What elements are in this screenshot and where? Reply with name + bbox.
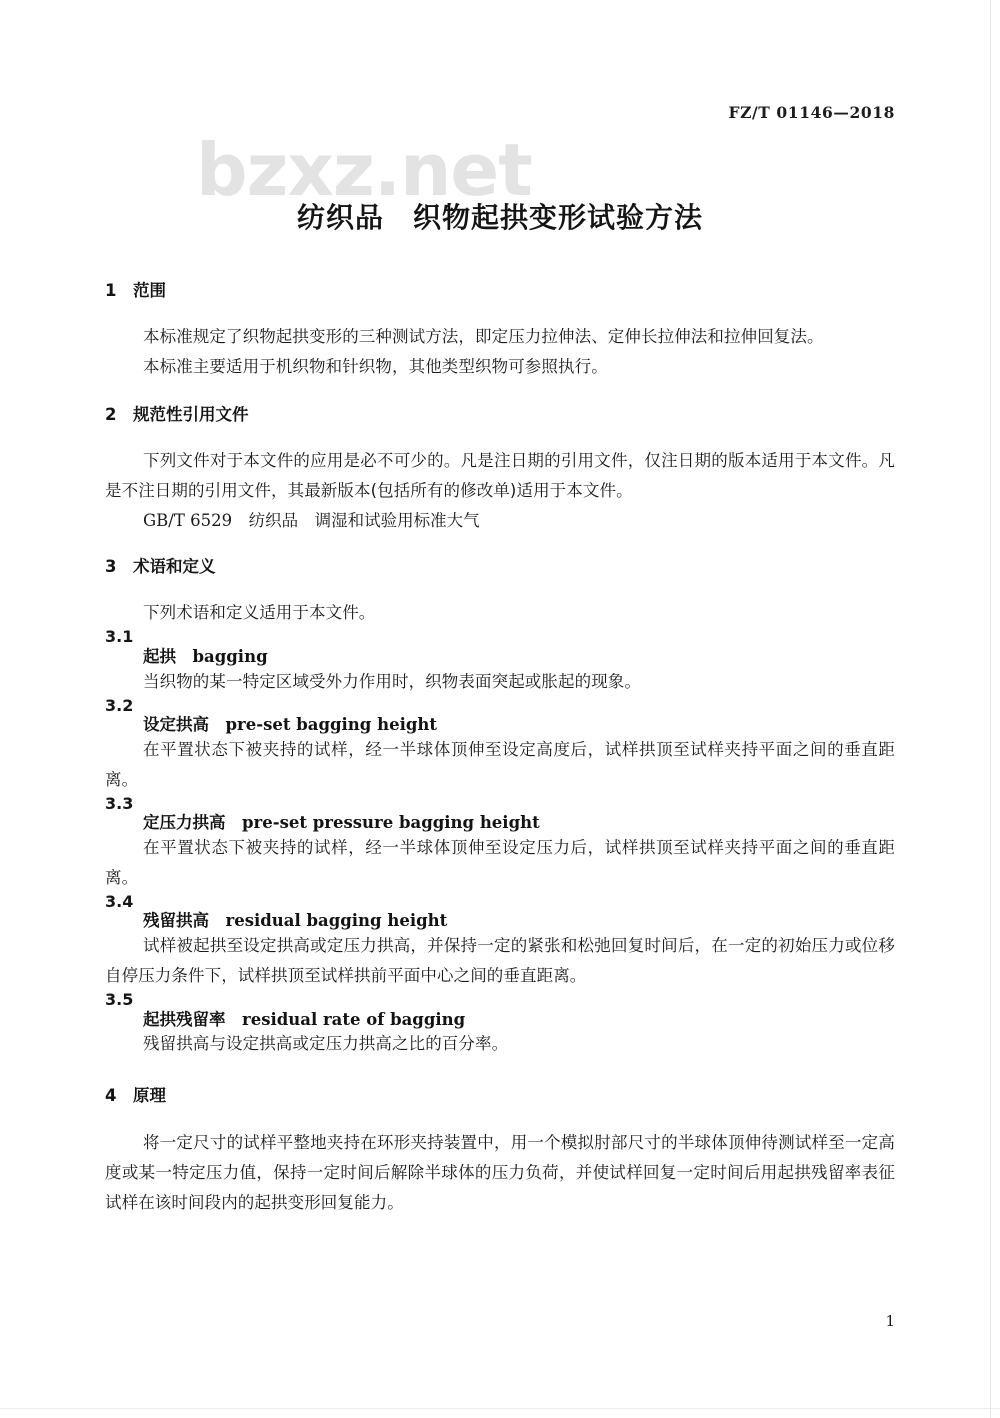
section-normative-references <box>105 406 895 536</box>
term-gap <box>209 715 226 734</box>
term-definition-3-5: 残留拱高与设定拱高或定压力拱高之比的百分率。 <box>143 1034 509 1054</box>
term-gap <box>226 1010 243 1029</box>
normative-reference-item <box>143 506 895 536</box>
page-number: 1 <box>885 1312 895 1330</box>
term-entry <box>105 697 895 795</box>
section-3-heading: 3 术语和定义 <box>105 557 216 577</box>
term-entry <box>105 991 895 1059</box>
reference-code: GB/T 6529 <box>143 511 233 531</box>
term-definition-3-1: 当织物的某一特定区域受外力作用时，织物表面突起或胀起的现象。 <box>143 671 641 691</box>
term-title-3-4 <box>143 911 895 931</box>
standard-number-header: FZ/T 01146—2018 <box>728 103 895 122</box>
term-entry <box>105 893 895 991</box>
spacer <box>105 1106 895 1128</box>
document-body <box>105 0 895 1218</box>
term-definition-3-3: 在平置状态下被夹持的试样，经一半球体顶伸至设定压力后，试样拱顶至试样夹持平面之间的垂直距离。 <box>105 837 895 887</box>
section-principle <box>105 1087 895 1217</box>
term-title-3-5 <box>143 1010 895 1030</box>
term-zh: 起拱残留率 <box>143 1009 226 1029</box>
term-en: pre-set bagging height <box>225 715 437 734</box>
term-gap <box>226 813 243 832</box>
term-title-3-2 <box>143 715 895 735</box>
spacer <box>105 300 895 322</box>
section-4-paragraph-1: 将一定尺寸的试样平整地夹持在环形夹持装置中，用一个模拟肘部尺寸的半球体顶伸待测试样至一定高度或某一特定压力值，保持一定时间后解除半球体的压力负荷，并使试样回复一定时间后用起拱残留率表征试样在该时间段内的起拱变形回复能力。 <box>105 1132 895 1212</box>
section-terms-and-definitions <box>105 558 895 1059</box>
clause-number-3-2: 3.2 <box>105 695 134 715</box>
clause-number-3-1: 3.1 <box>105 627 134 647</box>
clause-number-3-4: 3.4 <box>105 891 134 911</box>
section-1-paragraph-1: 本标准规定了织物起拱变形的三种测试方法，即定压力拉伸法、定伸长拉伸法和拉伸回复法。 <box>143 327 824 347</box>
section-1-paragraph-2: 本标准主要适用于机织物和针织物，其他类型织物可参照执行。 <box>143 357 608 377</box>
term-definition-3-4: 试样被起拱至设定拱高或定压力拱高，并保持一定的紧张和松弛回复时间后，在一定的初始压力或位移自停压力条件下，试样拱顶至试样拱前平面中心之间的垂直距离。 <box>105 936 895 986</box>
term-gap <box>176 647 193 666</box>
term-entry <box>105 628 895 696</box>
document-title: 纺织品 织物起拱变形试验方法 <box>296 201 703 234</box>
term-title-3-3 <box>143 813 895 833</box>
section-4-heading: 4 原理 <box>105 1086 166 1106</box>
spacer <box>105 424 895 446</box>
term-gap <box>209 911 226 930</box>
reference-spacer <box>232 511 249 530</box>
page-edge-bottom <box>0 1408 1000 1409</box>
section-scope <box>105 282 895 382</box>
term-zh: 残留拱高 <box>143 911 209 931</box>
watermark-bzxz: bzxz.net <box>196 128 532 212</box>
term-en: residual bagging height <box>225 911 448 931</box>
spacer <box>105 576 895 598</box>
term-definition-3-2: 在平置状态下被夹持的试样，经一半球体顶伸至设定高度后，试样拱顶至试样夹持平面之间的垂直距离。 <box>105 739 895 789</box>
section-1-heading: 1 范围 <box>105 281 166 300</box>
clause-number-3-3: 3.3 <box>105 793 134 813</box>
section-3-intro: 下列术语和定义适用于本文件。 <box>143 603 376 623</box>
term-en: bagging <box>192 646 268 666</box>
reference-name: 纺织品 调湿和试验用标准大气 <box>248 511 480 531</box>
term-title-3-1 <box>143 647 895 667</box>
term-en: pre-set pressure bagging height <box>242 813 540 833</box>
clause-number-3-5: 3.5 <box>105 990 134 1010</box>
term-en: residual rate of bagging <box>242 1009 466 1029</box>
term-zh: 定压力拱高 <box>143 813 226 833</box>
term-zh: 设定拱高 <box>143 715 209 734</box>
term-zh: 起拱 <box>143 646 176 666</box>
term-entry <box>105 795 895 893</box>
section-2-heading: 2 规范性引用文件 <box>105 405 249 425</box>
section-2-paragraph-1: 下列文件对于本文件的应用是必不可少的。凡是注日期的引用文件，仅注日期的版本适用于本文件。凡是不注日期的引用文件，其最新版本(包括所有的修改单)适用于本文件。 <box>105 451 895 501</box>
